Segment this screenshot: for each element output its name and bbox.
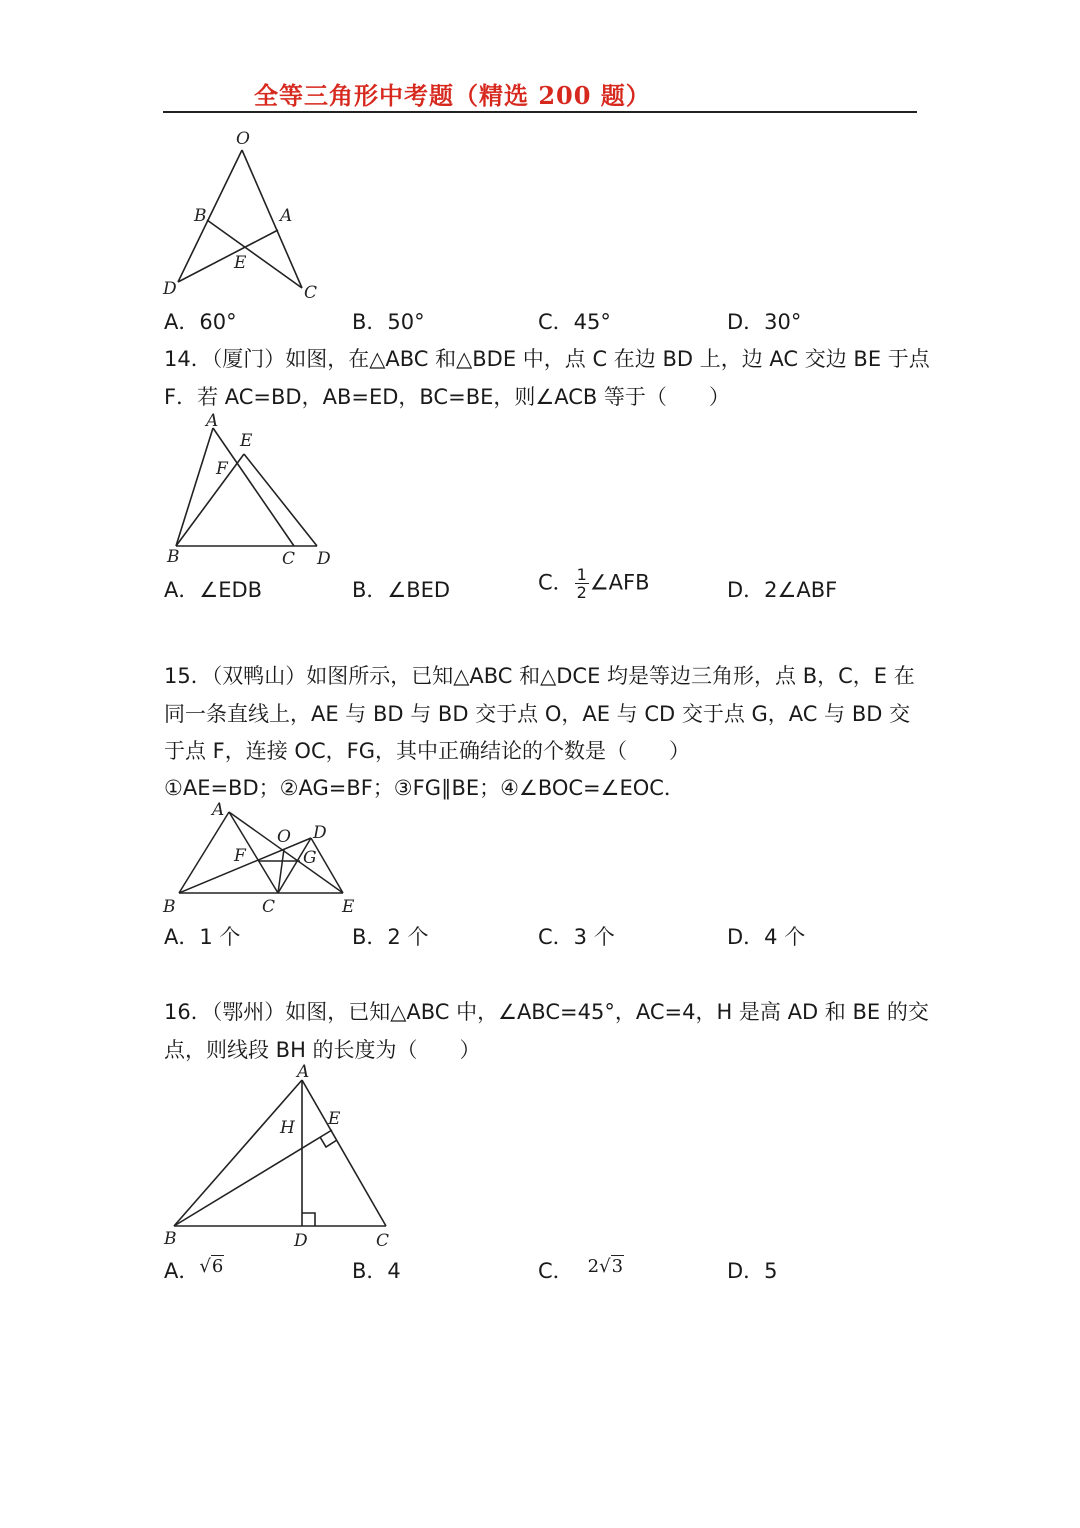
q13-label-a: A — [280, 206, 293, 226]
q15-line-oc — [278, 849, 284, 893]
q16-option-c-sqrt: 2√3 — [587, 1256, 624, 1277]
q15-label-f: F — [234, 846, 246, 866]
q13-option-d[interactable]: D．30° — [727, 310, 802, 334]
q16-question-line-2: 点，则线段 BH 的长度为（ ） — [164, 1038, 481, 1062]
q15-figure — [158, 798, 368, 920]
q16-label-h: H — [280, 1118, 295, 1138]
q13-label-e: E — [234, 253, 247, 273]
q14-option-b[interactable]: B．∠BED — [352, 578, 451, 602]
q15-option-b[interactable]: B．2 个 — [352, 925, 429, 949]
q15-label-g: G — [303, 848, 317, 868]
q16-line-ac — [302, 1080, 386, 1226]
q13-option-a[interactable]: A．60° — [164, 310, 237, 334]
q13-line-od — [178, 150, 242, 282]
q14-question-line-2: F．若 AC=BD，AB=ED，BC=BE，则∠ACB 等于（ ） — [164, 385, 730, 409]
q15-label-c: C — [262, 897, 276, 917]
q14-option-c-numerator: 1 — [576, 565, 587, 584]
q16-right-angle-d — [302, 1213, 315, 1226]
q16-figure — [158, 1060, 403, 1256]
q16-label-a: A — [297, 1062, 310, 1082]
q14-label-e: E — [240, 431, 253, 451]
q15-label-d: D — [313, 823, 327, 843]
q15-label-o: O — [277, 827, 291, 847]
q15-option-a[interactable]: A．1 个 — [164, 925, 241, 949]
q16-option-a-radicand: 6 — [211, 1256, 224, 1277]
q16-right-angle-e — [320, 1137, 337, 1147]
q14-line-ab — [176, 428, 213, 546]
q14-option-c[interactable] — [538, 566, 650, 601]
q14-label-a: A — [206, 411, 219, 431]
q14-line-be — [176, 454, 244, 546]
q15-option-c[interactable]: C．3 个 — [538, 925, 615, 949]
q16-label-e: E — [328, 1109, 341, 1129]
q14-option-c-denominator: 2 — [576, 583, 587, 602]
header-title: 全等三角形中考题（精选 200 题） — [254, 81, 651, 110]
q16-question-line-1: 16．（鄂州）如图，已知△ABC 中，∠ABC=45°，AC=4，H 是高 AD 和 BE 的交 — [164, 1000, 929, 1024]
q14-option-c-suffix: ∠AFB — [589, 570, 650, 595]
q14-line-ed — [244, 454, 317, 546]
q16-option-d[interactable]: D．5 — [727, 1259, 778, 1283]
q14-option-a[interactable]: A．∠EDB — [164, 578, 263, 602]
q16-label-c: C — [376, 1231, 390, 1251]
q14-label-c: C — [282, 549, 296, 569]
q13-label-c: C — [304, 283, 318, 303]
q15-conclusions-line: ①AE=BD；②AG=BF；③FG∥BE；④∠BOC=∠EOC． — [164, 776, 685, 800]
q14-question-line-1: 14．（厦门）如图，在△ABC 和△BDE 中，点 C 在边 BD 上，边 AC 交边 BE 于点 — [164, 347, 930, 371]
q16-label-b: B — [164, 1229, 177, 1249]
q16-option-c-prefix: C． — [538, 1259, 574, 1283]
q13-option-c[interactable]: C．45° — [538, 310, 611, 334]
q16-option-c-radicand: 3 — [611, 1256, 624, 1277]
q14-option-c-fraction — [575, 566, 589, 601]
header-divider — [163, 111, 917, 113]
q15-label-a: A — [212, 800, 225, 820]
q15-question-line-3: 于点 F，连接 OC，FG，其中正确结论的个数是（ ） — [164, 739, 690, 763]
q15-question-line-1: 15．（双鸭山）如图所示，已知△ABC 和△DCE 均是等边三角形，点 B，C，E 在 — [164, 664, 915, 688]
q16-option-a[interactable] — [164, 1255, 224, 1285]
q15-label-b: B — [163, 897, 176, 917]
q16-line-ab — [174, 1080, 302, 1226]
q15-question-line-2: 同一条直线上，AE 与 BD 与 BD 交于点 O，AE 与 CD 交于点 G，AC 与 BD 交 — [164, 702, 911, 726]
q16-option-c[interactable] — [538, 1255, 624, 1285]
q13-figure — [158, 124, 328, 304]
q14-option-c-prefix: C． — [538, 570, 574, 595]
q14-label-f: F — [216, 459, 228, 479]
q16-line-be — [174, 1130, 332, 1226]
q15-option-d[interactable]: D．4 个 — [727, 925, 806, 949]
q13-label-b: B — [194, 206, 207, 226]
q13-label-d: D — [163, 279, 177, 299]
q14-figure — [160, 410, 340, 570]
q16-label-d: D — [294, 1231, 308, 1251]
q16-option-a-sqrt: √6 — [199, 1256, 224, 1277]
q14-label-b: B — [167, 547, 180, 567]
q13-label-o: O — [236, 129, 250, 149]
q14-line-ac — [213, 428, 294, 546]
q16-option-a-prefix: A． — [164, 1259, 200, 1283]
q14-option-d[interactable]: D．2∠ABF — [727, 578, 838, 602]
q15-line-ab — [179, 812, 229, 893]
q15-label-e: E — [342, 897, 355, 917]
q13-line-da — [178, 230, 278, 282]
q14-label-d: D — [317, 549, 331, 569]
q16-option-b[interactable]: B．4 — [352, 1259, 401, 1283]
q16-option-c-coefficient: 2 — [587, 1256, 600, 1277]
q13-option-b[interactable]: B．50° — [352, 310, 425, 334]
